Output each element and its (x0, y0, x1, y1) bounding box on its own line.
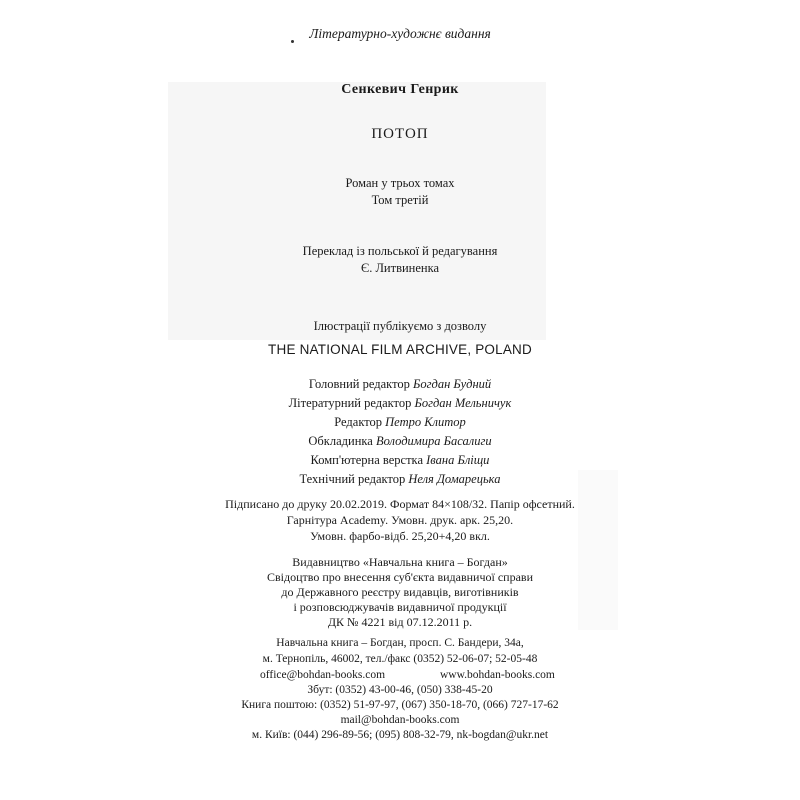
print-info-line: Умовн. фарбо-відб. 25,20+4,20 вкл. (310, 529, 490, 543)
kyiv-contact-line: м. Київ: (044) 296-89-56; (095) 808-32-79, nk-bogdan@ukr.net (251, 729, 549, 741)
illustrations-line: Ілюстрації публікуємо з дозволу (313, 319, 487, 333)
book-title: ПОТОП (371, 126, 429, 142)
author-name: Сенкевич Генрик (341, 82, 459, 97)
volume-line: Том третій (371, 193, 429, 207)
address-line: м. Тернопіль, 46002, тел./факс (0352) 52-06-07; 52-05-48 (262, 653, 538, 665)
print-info-line: Гарнітура Academy. Умовн. друк. арк. 25,20. (286, 513, 514, 527)
credit-line: Комп'ютерна верстка Івана Бліщи (310, 453, 490, 467)
website-link[interactable]: www.bohdan-books.com (440, 669, 555, 681)
translator-name: Є. Литвиненка (360, 261, 440, 275)
archive-name: THE NATIONAL FILM ARCHIVE, POLAND (268, 342, 532, 357)
sales-phone-line: Збут: (0352) 43-00-46, (050) 338-45-20 (307, 684, 493, 696)
credit-line: Обкладинка Володимира Басалиги (308, 434, 492, 448)
email-link[interactable]: office@bohdan-books.com (260, 669, 386, 681)
credit-line: Літературний редактор Богдан Мельничук (288, 396, 512, 410)
publisher-line: до Державного реєстру видавців, виготівників (281, 585, 519, 599)
publisher-line: Свідоцтво про внесення суб'єкта видавничої справи (266, 570, 534, 584)
mail-order-line: Книга поштою: (0352) 51-97-97, (067) 350-18-70, (066) 727-17-62 (241, 699, 559, 711)
series-label: Літературно-художнє видання (309, 26, 491, 41)
bleed-through-shadow (168, 82, 546, 340)
credit-line: Редактор Петро Клитор (334, 415, 466, 429)
mail-email-link[interactable]: mail@bohdan-books.com (340, 714, 460, 726)
credit-line: Головний редактор Богдан Будний (308, 377, 492, 391)
translation-line: Переклад із польської й редагування (302, 244, 498, 258)
print-info-line: Підписано до друку 20.02.2019. Формат 84×108/32. Папір офсетний. (225, 497, 575, 511)
publisher-line: Видавництво «Навчальна книга – Богдан» (292, 555, 508, 569)
license-line: ДК № 4221 від 07.12.2011 р. (327, 615, 473, 629)
publisher-line: і розповсюджувачів видавничої продукції (293, 600, 507, 614)
subtitle-line: Роман у трьох томах (345, 176, 455, 190)
address-line: Навчальна книга – Богдан, просп. С. Бандери, 34а, (276, 637, 524, 649)
credit-line: Технічний редактор Неля Домарецька (299, 472, 501, 486)
